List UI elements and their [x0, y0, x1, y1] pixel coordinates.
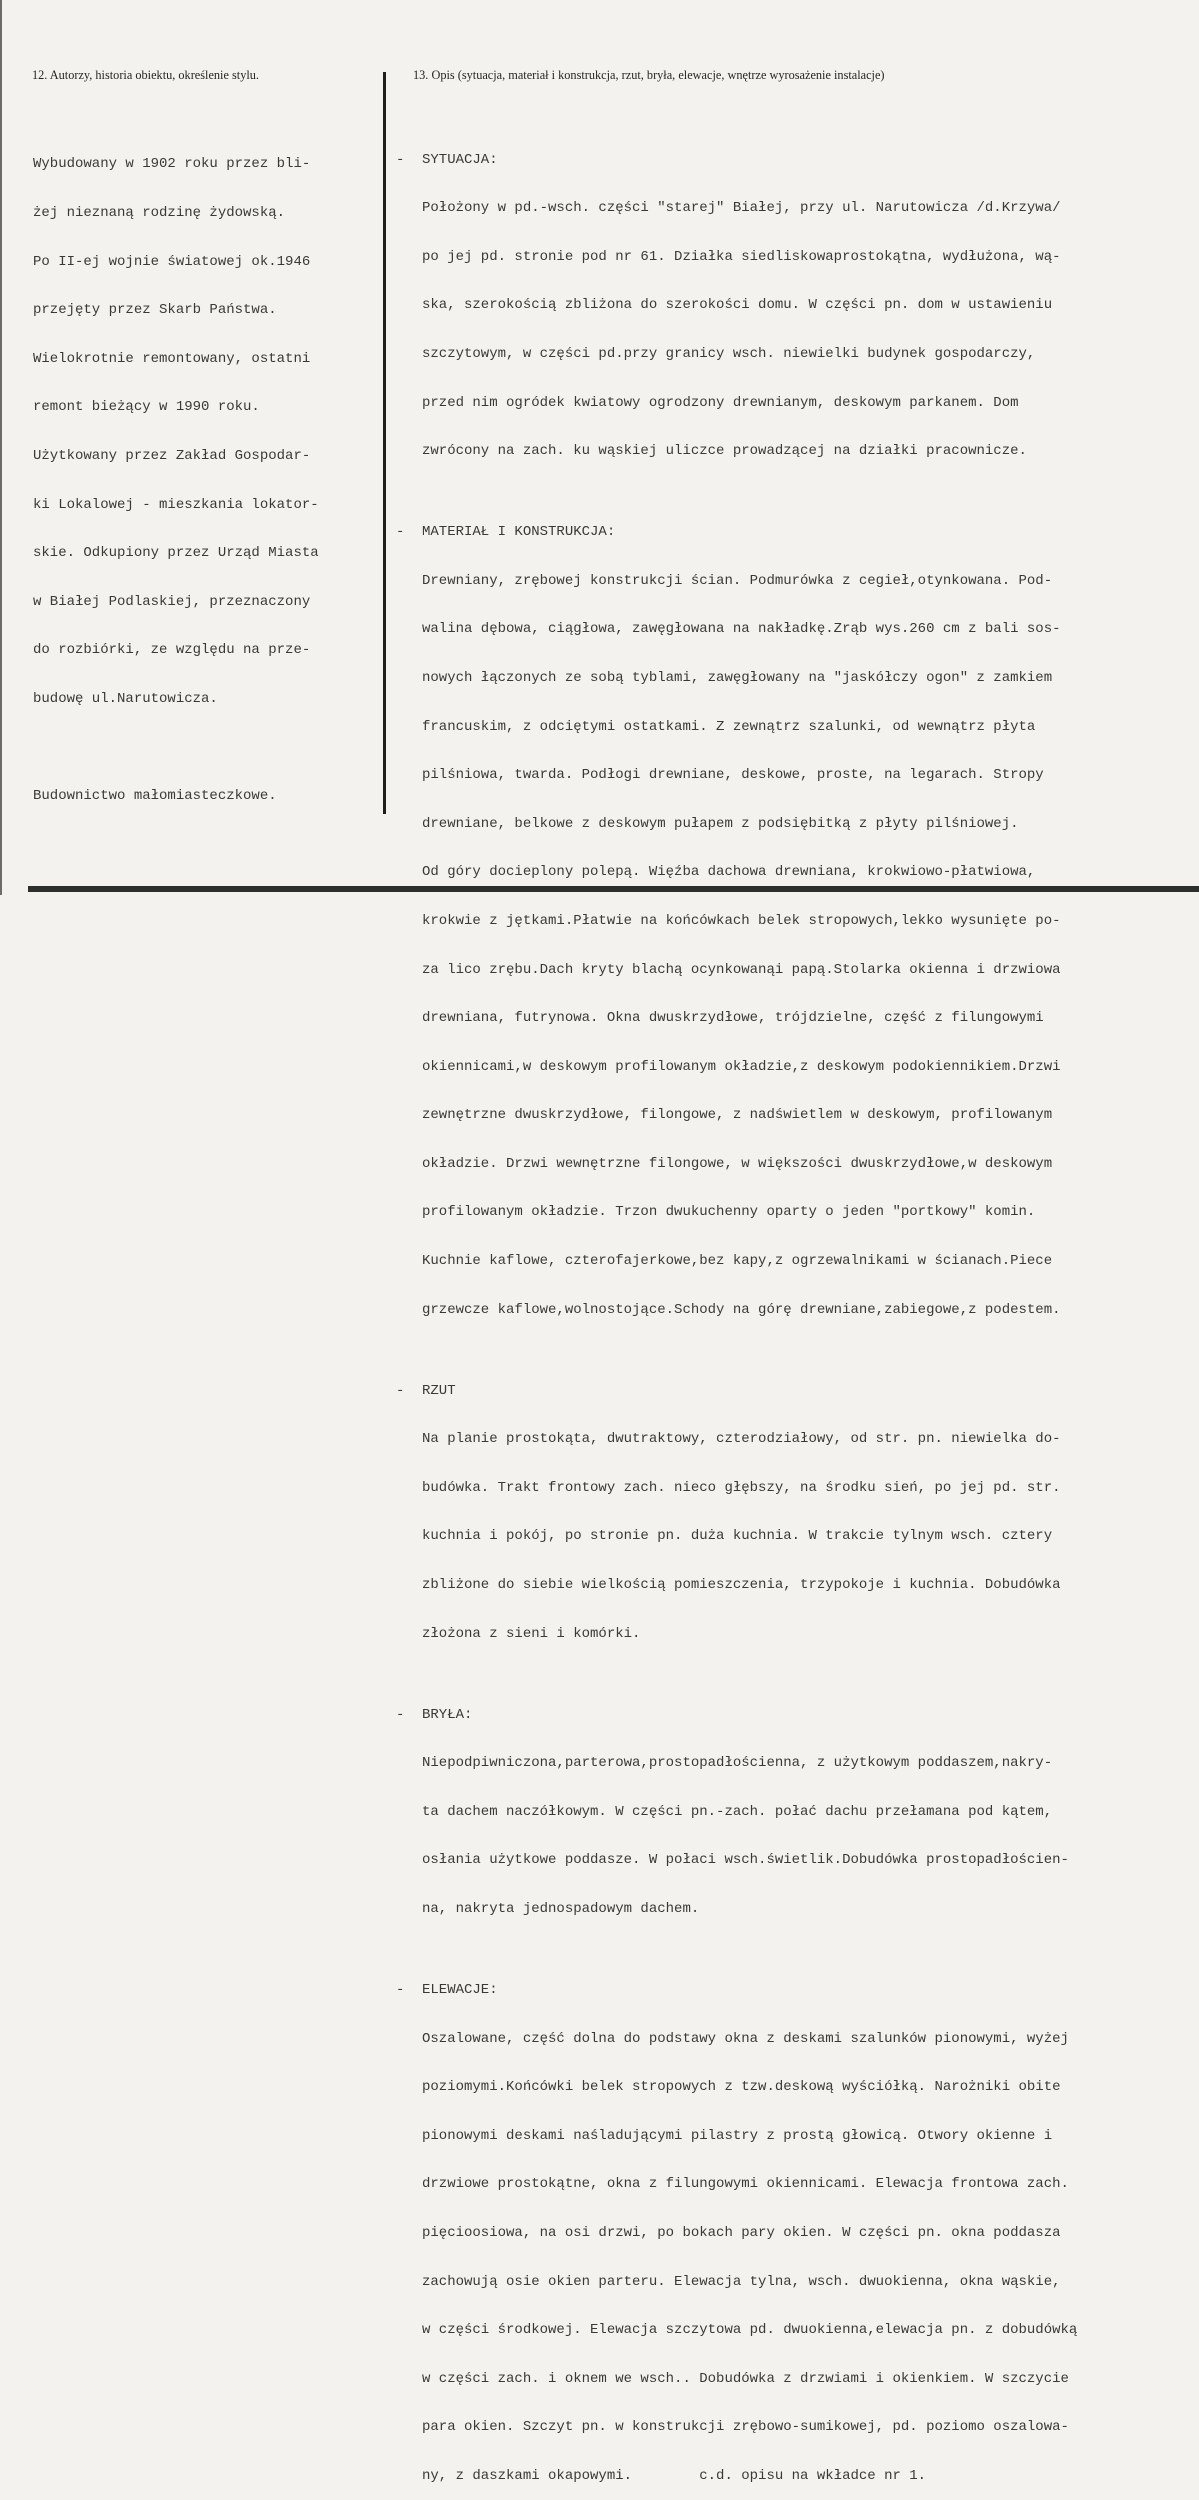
- description-line: francuskim, z odciętymi ostatkami. Z zewnątrz szalunki, od wewnątrz płyta: [422, 718, 1036, 735]
- heading-text: RZUT: [422, 1382, 456, 1399]
- description-line: szczytowym, w części pd.przy granicy wsch. niewielki budynek gospodarczy,: [422, 345, 1036, 362]
- description-line: zachowują osie okien parteru. Elewacja tylna, wsch. dwuokienna, okna wąskie,: [422, 2273, 1061, 2290]
- section-heading-bryla: - BRYŁA:: [396, 1706, 473, 1723]
- description-line: osłania użytkowe poddasze. W połaci wsch.świetlik.Dobudówka prostopadłościen-: [422, 1852, 1069, 1869]
- description-line: grzewcze kaflowe,wolnostojące.Schody na górę drewniane,zabiegowe,z podestem.: [422, 1301, 1061, 1318]
- history-line: skie. Odkupiony przez Urząd Miasta: [33, 545, 319, 562]
- description-line: okładzie. Drzwi wewnętrzne filongowe, w większości dwuskrzydłowe,w deskowym: [422, 1155, 1053, 1172]
- heading-text: SYTUACJA:: [422, 151, 498, 168]
- heading-text: BRYŁA:: [422, 1706, 473, 1723]
- description-line: przed nim ogródek kwiatowy ogrodzony drewnianym, deskowym parkanem. Dom: [422, 394, 1019, 411]
- description-line: para okien. Szczyt pn. w konstrukcji zrębowo-sumikowej, pd. poziomo oszalowa-: [422, 2419, 1069, 2436]
- description-line: poziomymi.Końcówki belek stropowych z tzw.deskową wyściółką. Narożniki obite: [422, 2079, 1061, 2096]
- description-line: Drewniany, zrębowej konstrukcji ścian. Podmurówka z cegieł,otynkowana. Pod-: [422, 572, 1053, 589]
- description-line: budówka. Trakt frontowy zach. nieco głębszy, na środku sień, po jej pd. str.: [422, 1479, 1061, 1496]
- section-12-heading: 12. Autorzy, historia obiektu, określenie stylu.: [32, 68, 259, 82]
- history-line: Użytkowany przez Zakład Gospodar-: [33, 447, 311, 464]
- description-line: Na planie prostokąta, dwutraktowy, czterodziałowy, od str. pn. niewielka do-: [422, 1431, 1061, 1448]
- description-line: profilowanym okładzie. Trzon dwukuchenny oparty o jeden "portkowy" komin.: [422, 1204, 1036, 1221]
- description-line: zbliżone do siebie wielkością pomieszczenia, trzypokoje i kuchnia. Dobudówka: [422, 1577, 1061, 1594]
- history-line: żej nieznaną rodzinę żydowską.: [33, 205, 286, 221]
- history-line: do rozbiórki, ze względu na prze-: [33, 642, 311, 659]
- section-heading-material: - MATERIAŁ I KONSTRUKCJA:: [396, 524, 616, 541]
- description-line: nowych łączonych ze sobą tyblami, zawęgłowany na "jaskółczy ogon" z zamkiem: [422, 669, 1053, 686]
- description-line: na, nakryta jednospadowym dachem.: [422, 1901, 700, 1918]
- description-line: Od góry docieplony polepą. Więźba dachowa drewniana, krokwiowo-płatwiowa,: [422, 864, 1036, 881]
- column-divider: [383, 72, 386, 814]
- description-line: ska, szerokością zbliżona do szerokości domu. W części pn. dom w ustawieniu: [422, 297, 1053, 314]
- description-line: okiennicami,w deskowym profilowanym okładzie,z deskowym podokiennikiem.Drzwi: [422, 1058, 1061, 1075]
- description-line: złożona z sieni i komórki.: [422, 1625, 641, 1642]
- description-line: za lico zrębu.Dach kryty blachą ocynkowanąi papą.Stolarka okienna i drzwiowa: [422, 961, 1061, 978]
- heading-text: MATERIAŁ I KONSTRUKCJA:: [422, 524, 616, 541]
- section-13-heading: 13. Opis (sytuacja, materiał i konstrukcja, rzut, bryła, elewacje, wnętrze wyrosażenie instalacje): [413, 68, 885, 82]
- description-line: kuchnia i pokój, po stronie pn. duża kuchnia. W trakcie tylnym wsch. cztery: [422, 1528, 1053, 1545]
- history-text: [33, 124, 319, 821]
- description-line: Położony w pd.-wsch. części "starej" Białej, przy ul. Narutowicza /d.Krzywa/: [422, 200, 1061, 217]
- description-line: pięcioosiowa, na osi drzwi, po bokach pary okien. W części pn. okna poddasza: [422, 2224, 1061, 2241]
- history-line: Wybudowany w 1902 roku przez bli-: [33, 156, 311, 173]
- description-line: ny, z daszkami okapowymi. c.d. opisu na wkładce nr 1.: [422, 2467, 927, 2484]
- history-line: przejęty przez Skarb Państwa.: [33, 302, 277, 319]
- description-line: pilśniowa, twarda. Podłogi drewniane, deskowe, proste, na legarach. Stropy: [422, 767, 1044, 784]
- description-line: drzwiowe prostokątne, okna z filungowymi okiennicami. Elewacja frontowa zach.: [422, 2176, 1069, 2193]
- section-heading-rzut: - RZUT: [396, 1382, 456, 1399]
- description-line: drewniane, belkowe z deskowym pułapem z podsiębitką z płyty pilśniowej.: [422, 815, 1019, 832]
- description-line: w części zach. i oknem we wsch.. Dobudówka z drzwiami i okienkiem. W szczycie: [422, 2370, 1069, 2387]
- description-line: Oszalowane, część dolna do podstawy okna z deskami szalunków pionowymi, wyżej: [422, 2030, 1069, 2047]
- bottom-border-rule: [28, 886, 1199, 892]
- description-line: zwrócony na zach. ku wąskiej uliczce prowadzącej na działki pracownicze.: [422, 443, 1027, 460]
- description-line: zewnętrzne dwuskrzydłowe, filongowe, z nadświetlem w deskowym, profilowanym: [422, 1107, 1053, 1124]
- description-line: Niepodpiwniczona,parterowa,prostopadłościenna, z użytkowym poddaszem,nakry-: [422, 1755, 1053, 1772]
- section-heading-sytuacja: - SYTUACJA:: [396, 151, 498, 168]
- heading-text: ELEWACJE:: [422, 1982, 498, 1999]
- description-line: Kuchnie kaflowe, czterofajerkowe,bez kapy,z ogrzewalnikami w ścianach.Piece: [422, 1253, 1053, 1270]
- description-line: po jej pd. stronie pod nr 61. Działka siedliskowaprostokątna, wydłużona, wą-: [422, 248, 1061, 265]
- description-line: pionowymi deskami naśladującymi pilastry z prostą głowicą. Otwory okienne i: [422, 2127, 1053, 2144]
- style-note: Budownictwo małomiasteczkowe.: [33, 788, 277, 805]
- history-line: remont bieżący w 1990 roku.: [33, 399, 260, 416]
- description-text: [396, 103, 1077, 2500]
- history-line: ki Lokalowej - mieszkania lokator-: [33, 496, 319, 513]
- description-line: walina dębowa, ciągłowa, zawęgłowana na nakładkę.Zrąb wys.260 cm z bali sos-: [422, 621, 1061, 638]
- section-heading-elewacje: - ELEWACJE:: [396, 1982, 498, 1999]
- history-line: w Białej Podlaskiej, przeznaczony: [33, 593, 311, 610]
- history-line: budowę ul.Narutowicza.: [33, 690, 218, 707]
- page-edge: [0, 0, 2, 895]
- history-line: Po II-ej wojnie światowej ok.1946: [33, 253, 311, 270]
- description-line: w części środkowej. Elewacja szczytowa pd. dwuokienna,elewacja pn. z dobudówką: [422, 2322, 1078, 2339]
- description-line: krokwie z jętkami.Płatwie na końcówkach belek stropowych,lekko wysunięte po-: [422, 912, 1061, 929]
- description-line: drewniana, futrynowa. Okna dwuskrzydłowe, trójdzielne, część z filungowymi: [422, 1010, 1044, 1027]
- description-line: ta dachem naczółkowym. W części pn.-zach. połać dachu przełamana pod kątem,: [422, 1803, 1053, 1820]
- history-line: Wielokrotnie remontowany, ostatni: [33, 350, 311, 367]
